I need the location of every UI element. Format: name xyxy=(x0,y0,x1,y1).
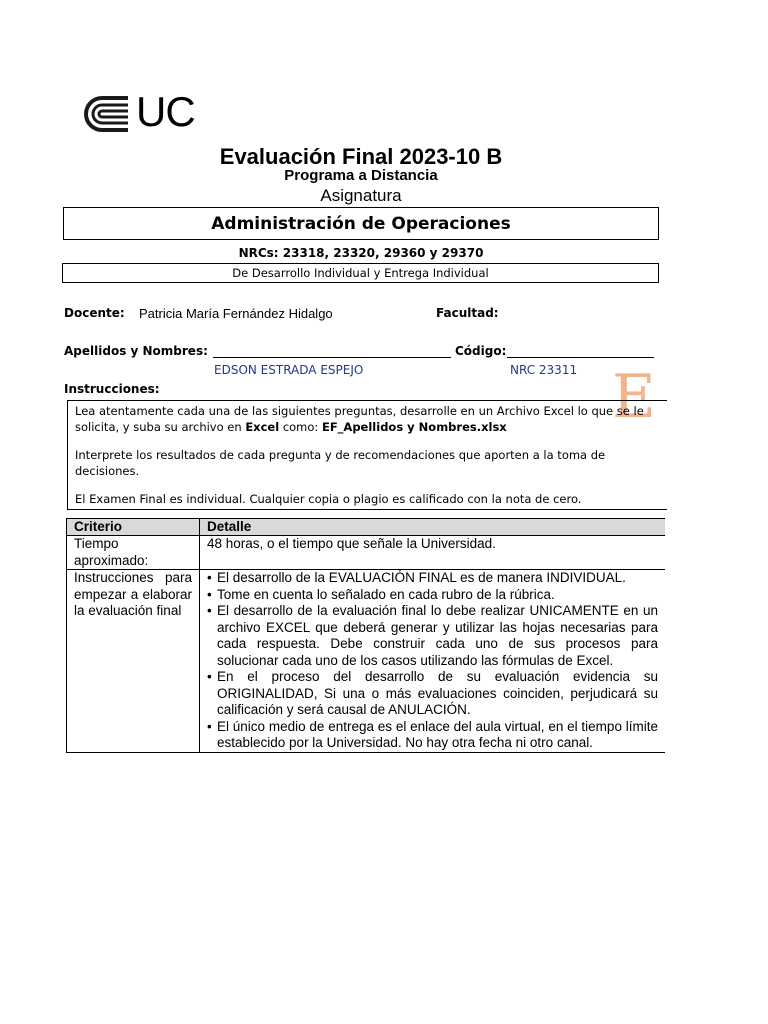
nombres-label: Apellidos y Nombres: xyxy=(64,344,208,358)
nrc-value: NRC 23311 xyxy=(510,363,578,377)
program-subtitle: Programa a Distancia xyxy=(284,167,438,184)
uc-logo xyxy=(84,88,204,136)
instructions-p1-bold-filename: EF_Apellidos y Nombres.xlsx xyxy=(321,420,507,434)
instructions-paragraph-3: El Examen Final es individual. Cualquier copia o plagio es calificado con la nota de cero. xyxy=(75,492,582,506)
instructions-p1-bold-excel: Excel xyxy=(245,420,280,434)
mode-box xyxy=(62,263,659,283)
instructions-p1-text-a: Lea atentamente cada una de las siguientes preguntas, desarrolle en un Archivo Excel lo que se le xyxy=(75,404,644,418)
nombres-value: EDSON ESTRADA ESPEJO xyxy=(214,363,364,377)
criterio-header: Criterio xyxy=(67,519,200,536)
asignatura-label: Asignatura xyxy=(320,186,402,205)
instrucciones-detalle xyxy=(200,570,666,753)
course-name: Administración de Operaciones xyxy=(211,213,511,234)
docente-value: Patricia María Fernández Hidalgo xyxy=(139,306,333,321)
instructions-paragraph-1 xyxy=(75,403,667,435)
list-item: • El desarrollo de la evaluación final lo debe realizar UNICAMENTE en un archivo EXCEL que deberá generar y utilizar las hojas necesarias para cada respuesta. Debe construir cada uno de sus procesos para solucionar cada uno de los casos utilizando las fórmulas de Excel. xyxy=(217,603,658,669)
table-row xyxy=(67,536,666,570)
uc-logo-mark-icon xyxy=(84,96,132,132)
logo-text: UC xyxy=(136,88,195,135)
page-title: Evaluación Final 2023-10 B xyxy=(219,144,503,169)
tiempo-detalle: 48 horas, o el tiempo que señale la Universidad. xyxy=(200,536,666,570)
tiempo-criterio: Tiempo aproximado: xyxy=(67,536,200,570)
list-item: • Tome en cuenta lo señalado en cada rubro de la rúbrica. xyxy=(217,587,658,604)
instrucciones-label: Instrucciones: xyxy=(64,382,160,396)
instructions-list xyxy=(207,570,658,752)
instrucciones-criterio: Instrucciones para empezar a elaborar la evaluación final xyxy=(67,570,200,753)
list-item: • El único medio de entrega es el enlace del aula virtual, en el tiempo límite establecido por la Universidad. No hay otra fecha ni otro canal. xyxy=(217,719,658,752)
criteria-table xyxy=(66,518,665,753)
table-header-row xyxy=(67,519,666,536)
course-name-box xyxy=(63,207,659,240)
codigo-underline xyxy=(507,357,654,358)
detalle-header: Detalle xyxy=(200,519,666,536)
instructions-paragraph-2: Interprete los resultados de cada pregunta y de recomendaciones que aporten a la toma de decisiones. xyxy=(75,448,606,478)
nrcs-text: NRCs: 23318, 23320, 29360 y 29370 xyxy=(238,246,484,260)
list-item: • El desarrollo de la EVALUACIÓN FINAL es de manera INDIVIDUAL. xyxy=(217,570,658,587)
docente-label: Docente: xyxy=(64,306,125,320)
table-row xyxy=(67,570,666,753)
mode-text: De Desarrollo Individual y Entrega Individual xyxy=(232,266,489,280)
codigo-label: Código: xyxy=(455,344,507,358)
watermark-letter: E xyxy=(612,362,656,432)
instructions-box xyxy=(67,400,667,510)
instructions-p1-text-b: solicita, y suba su archivo en xyxy=(75,420,246,434)
instructions-p1-text-c: como: xyxy=(279,420,322,434)
list-item: • En el proceso del desarrollo de su evaluación evidencia su ORIGINALIDAD, Si una o más evaluaciones coinciden, perjudicará su calificación y será causal de ANULACIÓN. xyxy=(217,669,658,719)
facultad-label: Facultad: xyxy=(436,306,499,320)
nombres-underline xyxy=(213,357,451,358)
